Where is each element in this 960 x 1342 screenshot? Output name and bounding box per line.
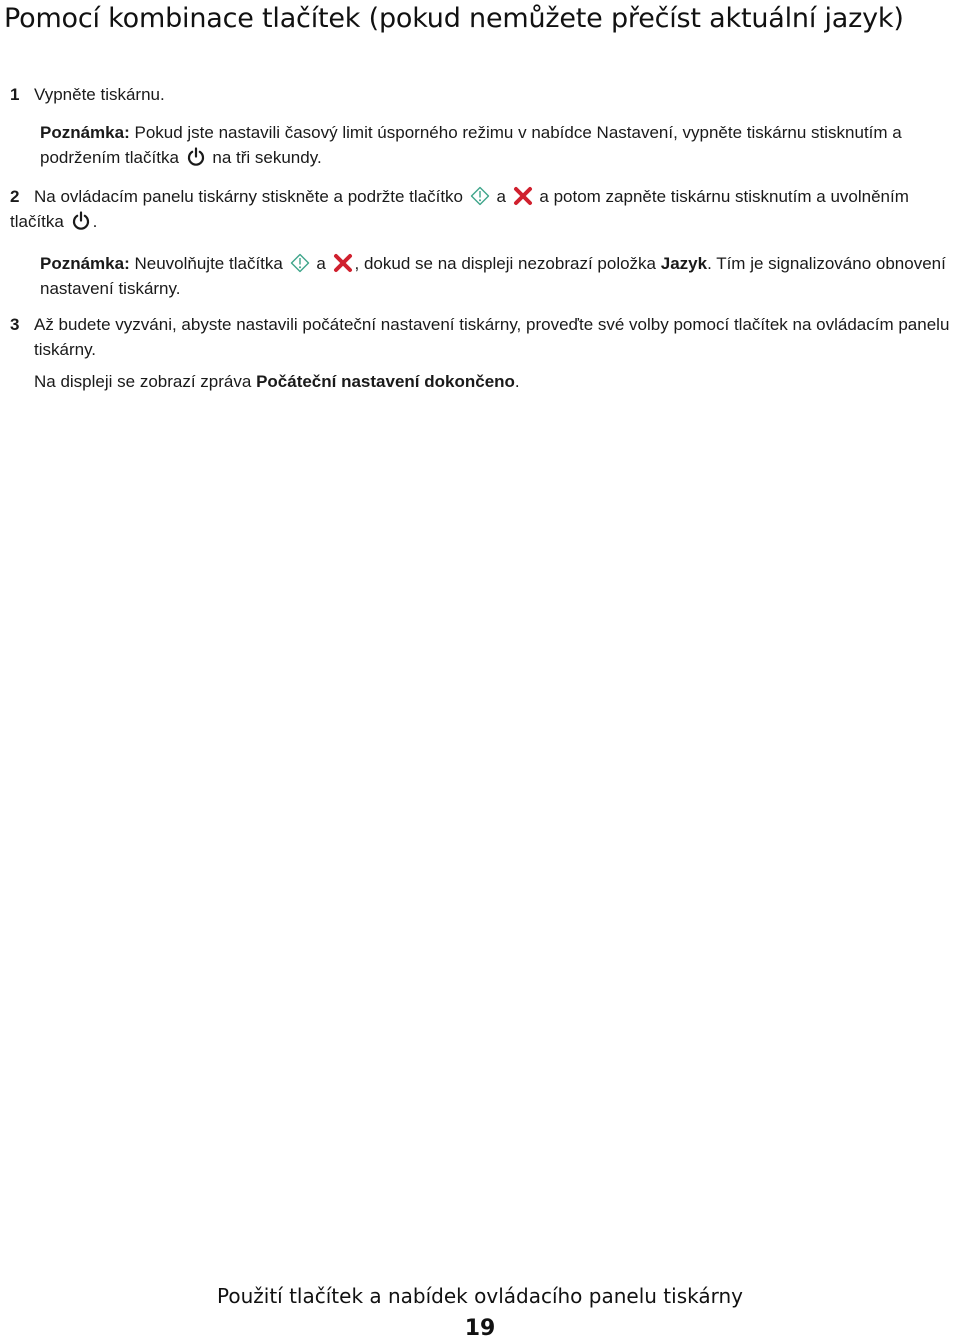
step-text (10, 184, 955, 234)
step-text (34, 82, 955, 107)
step-2-text-part2: a (496, 187, 506, 206)
cancel-x-icon (333, 253, 353, 273)
step-3-followup (34, 369, 954, 394)
note-bold-term: Jazyk (660, 254, 708, 273)
followup-text-after: . (514, 372, 520, 391)
step-1-note (40, 120, 955, 170)
power-icon (71, 211, 91, 231)
cancel-x-icon (513, 186, 533, 206)
step-number: 3 (10, 315, 20, 334)
step-2-note (40, 251, 955, 301)
step-2-text-part4: . (92, 212, 98, 231)
step-2-text-part3: a potom zapněte tiskárnu stisknutím a uvolněním tlačítka (10, 187, 909, 231)
step-3 (10, 312, 955, 362)
step-number: 1 (10, 85, 20, 104)
step-3-text: Až budete vyzváni, abyste nastavili počáteční nastavení tiskárny, proveďte své volby pomocí tlačítek na ovládacím panelu tiskárny. (34, 315, 950, 359)
footer-title: Použití tlačítek a nabídek ovládacího panelu tiskárny (217, 1284, 743, 1308)
note-text-before: Pokud jste nastavili časový limit úsporného režimu v nabídce Nastavení, vypněte tiskárnu stisknutím a podržením tlačítka (40, 123, 902, 167)
page-number: 19 (464, 1316, 496, 1341)
power-icon (186, 147, 206, 167)
step-1-text: Vypněte tiskárnu. (34, 85, 165, 104)
followup-text-before: Na displeji se zobrazí zpráva (34, 372, 252, 391)
note-label: Poznámka: (40, 123, 130, 142)
note-text-part3: , dokud se na displeji nezobrazí položka (354, 254, 656, 273)
step-1 (10, 82, 955, 107)
step-2-text-part1: Na ovládacím panelu tiskárny stiskněte a podržte tlačítko (34, 187, 463, 206)
section-heading: Pomocí kombinace tlačítek (pokud nemůžete přečíst aktuální jazyk) (4, 3, 904, 34)
note-text-part1: Neuvolňujte tlačítka (134, 254, 283, 273)
start-diamond-icon (470, 186, 490, 206)
start-diamond-icon (290, 253, 310, 273)
note-label: Poznámka: (40, 254, 130, 273)
note-text-part4: . Tím je signalizováno obnovení nastavení tiskárny. (40, 254, 946, 298)
step-text (34, 312, 955, 362)
step-2 (10, 184, 955, 234)
step-number: 2 (10, 187, 20, 206)
followup-bold: Počáteční nastavení dokončeno (256, 372, 515, 391)
note-text-part2: a (316, 254, 326, 273)
note-text-after: na tři sekundy. (212, 148, 322, 167)
